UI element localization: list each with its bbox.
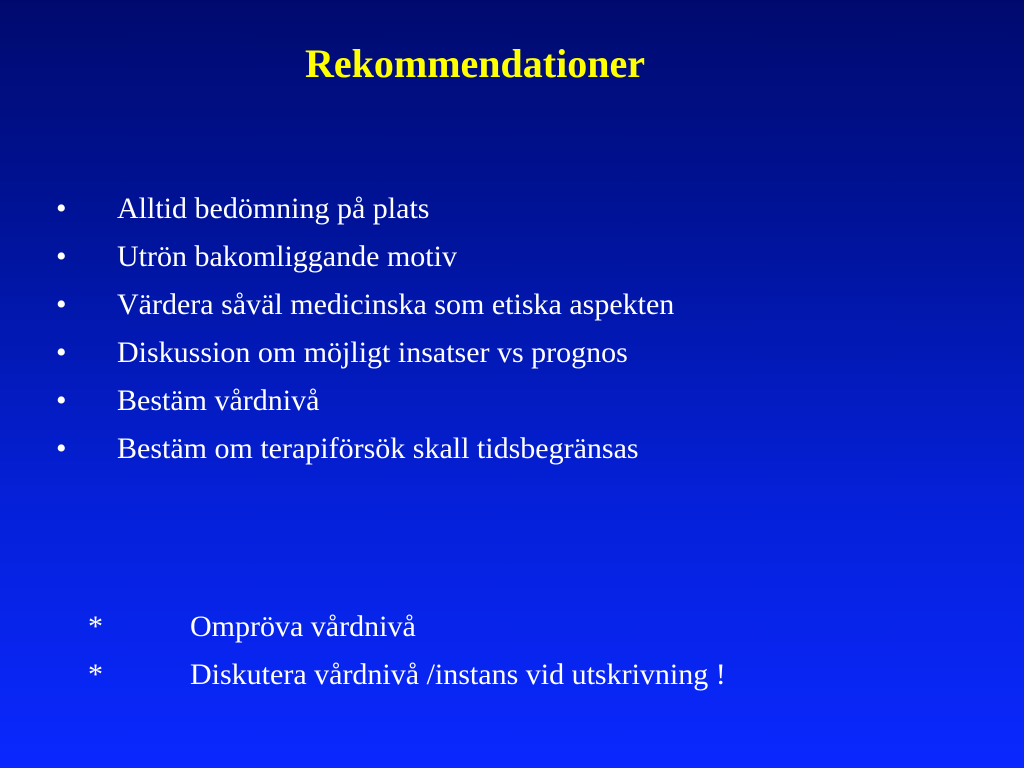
note-text: Diskutera vårdnivå /instans vid utskrivning ! xyxy=(190,658,726,691)
asterisk-marker: * xyxy=(88,658,103,691)
asterisk-marker: * xyxy=(88,610,103,643)
bullet-marker: • xyxy=(56,192,67,225)
bullet-text: Alltid bedömning på plats xyxy=(117,192,430,225)
note-text: Ompröva vårdnivå xyxy=(190,610,416,643)
bullet-text: Diskussion om möjligt insatser vs prognos xyxy=(117,336,628,369)
bullet-marker: • xyxy=(56,432,67,465)
bullet-text: Värdera såväl medicinska som etiska aspekten xyxy=(117,288,675,321)
slide-title: Rekommendationer xyxy=(305,41,645,86)
bullet-marker: • xyxy=(56,240,67,273)
bullet-text: Bestäm vårdnivå xyxy=(117,384,320,417)
bullet-marker: • xyxy=(56,384,67,417)
bullet-marker: • xyxy=(56,288,67,321)
bullet-marker: • xyxy=(56,336,67,369)
bullet-text: Utrön bakomliggande motiv xyxy=(117,240,457,273)
bullet-text: Bestäm om terapiförsök skall tidsbegränsas xyxy=(117,432,639,465)
